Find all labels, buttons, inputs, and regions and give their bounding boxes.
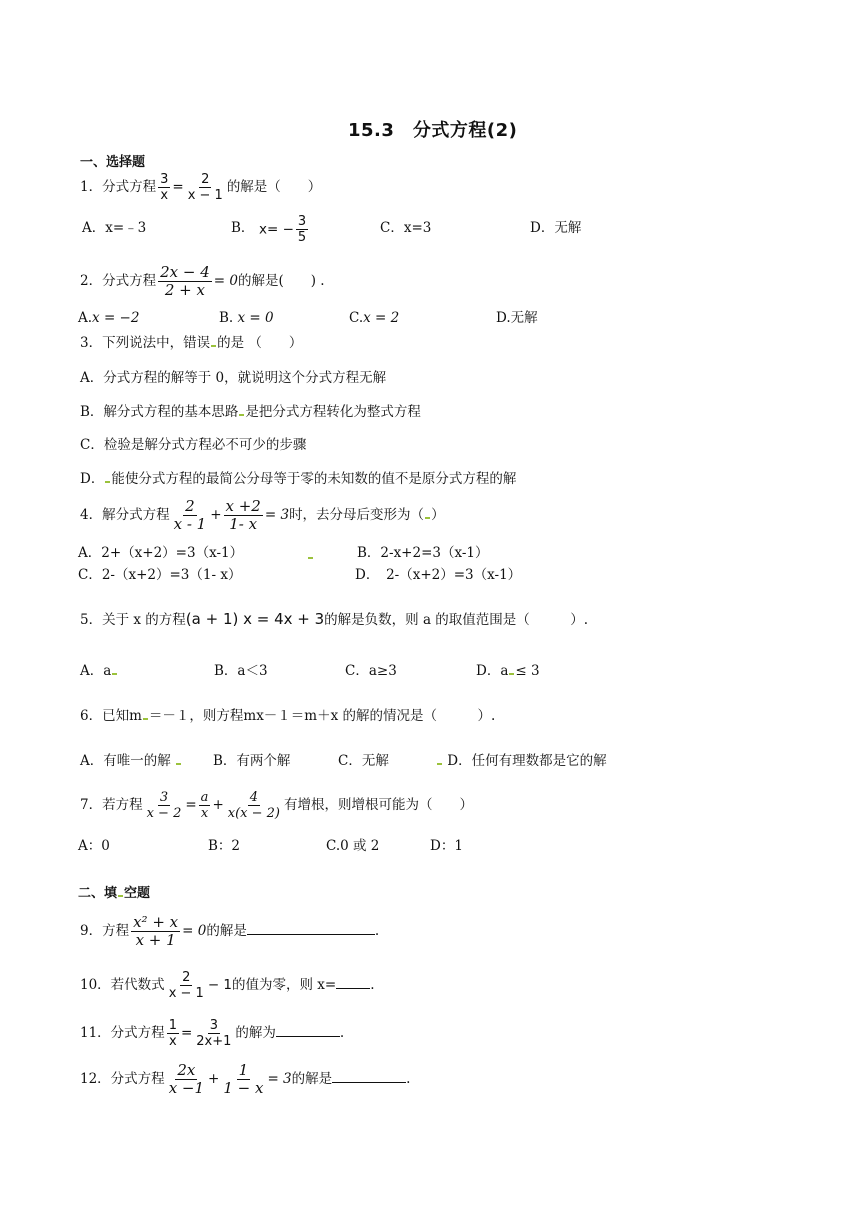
q2-fraction: $\frac{2x - 4}{2 + x}$ — [160, 263, 210, 299]
q2-option-c: C.x = 2 — [349, 310, 400, 326]
q3-option-d: D． 能使分式方程的最简公分母等于零的未知数的值不是原分式方程的解 — [80, 471, 517, 487]
q1-fraction-left: $\frac{3}{x}$ — [160, 172, 169, 203]
q6-option-a: A．有唯一的解 — [80, 752, 182, 770]
q7-option-b: B：2 — [208, 838, 241, 854]
question-10-stem: 10．若代数式 $\frac{2}{x - 1}$ − 1的值为零，则 x= . — [80, 970, 375, 1001]
question-4-stem: 4．解分式方程 $\frac{2}{x - 1}$ + $\frac{x +2}{1- x}$ = 3时，去分母后变形为（ ） — [80, 497, 445, 533]
q7-option-c: C.0 或 2 — [326, 838, 380, 854]
q2-option-b: B. x = 0 — [219, 310, 274, 326]
q12-answer-blank[interactable] — [332, 1070, 406, 1083]
question-2-stem: 2．分式方程 $\frac{2x - 4}{2 + x}$ = 0的解是( ) . — [80, 263, 325, 299]
q10-fraction: $\frac{2}{x - 1}$ — [168, 970, 204, 1001]
q7-option-d: D：1 — [430, 838, 463, 854]
q5-option-a: A．a — [80, 662, 118, 680]
q1-option-b-label: B． — [231, 220, 255, 236]
question-9-stem: 9．方程 $\frac{\text{x² + x}}{x + 1}$ = 0的解是 . — [80, 913, 380, 949]
q7-fraction-3: $\frac{4}{x(x - 2)}$ — [227, 790, 280, 821]
question-5-stem: 5．关于 x 的方程(a + 1) x = 4x + 3的解是负数，则 a 的取值范围是（ ）. — [80, 610, 589, 628]
q5-option-b: B．a＜3 — [214, 663, 268, 679]
q5-option-c: C．a≥3 — [345, 663, 397, 679]
q4-option-d: D． 2-（x+2）=3（x-1） — [355, 567, 522, 583]
q3-option-a: A．分式方程的解等于 0，就说明这个分式方程无解 — [80, 370, 387, 386]
question-12-stem: 12．分式方程 $\frac{2x}{x -1}$ + $\frac{1}{1 - x}$ = 3的解是 . — [80, 1061, 411, 1097]
q4-option-a-mark — [307, 546, 314, 564]
section-heading-choice: 一、选择题 — [80, 155, 146, 170]
q11-fraction-left: $\frac{1}{x}$ — [168, 1018, 177, 1049]
q6-option-d: D．任何有理数都是它的解 — [436, 752, 607, 770]
q5-option-d: D．a ≤ 3 — [476, 663, 540, 679]
question-7-stem: 7．若方程 $\frac{3}{x - 2}$ = $\frac{a}{x}$ + $\frac{4}{x(x - 2)}$ 有增根，则增根可能为（ ） — [80, 790, 473, 821]
q2-option-a: A.x = −2 — [78, 310, 140, 326]
q11-answer-blank[interactable] — [276, 1024, 340, 1037]
q4-option-a: A．2+（x+2）=3（x-1） — [78, 545, 244, 561]
q4-option-b: B．2-x+2=3（x-1） — [357, 545, 489, 561]
question-11-stem: 11．分式方程 $\frac{1}{x}$ = $\frac{3}{2x+1}$ 的解为 . — [80, 1018, 345, 1049]
q1-option-a: A．x=﹣3 — [82, 220, 147, 236]
question-1-stem — [80, 172, 321, 203]
q12-fraction-left: $\frac{2x}{x -1}$ — [168, 1061, 205, 1097]
page-title: 15.3 分式方程(2) — [348, 120, 518, 141]
q6-option-c: C．无解 — [338, 753, 389, 769]
q1-option-b-value: x= − $\frac{3}{5}$ — [259, 214, 307, 245]
q7-option-a: A：0 — [78, 838, 110, 854]
q9-answer-blank[interactable] — [247, 922, 375, 935]
q1-label: 1．分式方程 — [80, 179, 157, 195]
q10-answer-blank[interactable] — [336, 976, 370, 989]
q11-fraction-right: $\frac{3}{2x+1}$ — [196, 1018, 232, 1049]
q6-option-b: B．有两个解 — [213, 753, 291, 769]
q7-fraction-2: $\frac{a}{x}$ — [200, 790, 209, 821]
q4-fraction-right: $\frac{x +2}{1- x}$ — [225, 497, 261, 533]
q5-equation: (a + 1) x = 4x + 3 — [185, 610, 325, 628]
q2-option-d: D.无解 — [496, 310, 538, 326]
q1-equals: = — [172, 179, 184, 195]
q1-tail: 的解是（ ） — [226, 179, 322, 195]
question-3-stem: 3．下列说法中，错误 的是 （ ） — [80, 335, 303, 351]
q3-option-b: B．解分式方程的基本思路 是把分式方程转化为整式方程 — [80, 404, 421, 420]
q12-fraction-right: $\frac{1}{1 - x}$ — [223, 1061, 264, 1097]
q1-option-d: D．无解 — [530, 220, 582, 236]
q4-fraction-left: $\frac{2}{x - 1}$ — [173, 497, 207, 533]
q1-option-c: C．x=3 — [380, 220, 432, 236]
q9-fraction: $\frac{\text{x² + x}}{x + 1}$ — [133, 913, 179, 949]
q7-fraction-1: $\frac{3}{x - 2}$ — [146, 790, 182, 821]
q4-option-c: C．2-（x+2）=3（1- x） — [78, 567, 242, 583]
question-6-stem: 6．已知m ＝－１，则方程mx－１＝m＋x 的解的情况是（ ）. — [80, 708, 496, 724]
section-heading-fill-blank: 二、填 空题 — [78, 886, 151, 901]
q1-fraction-right: $\frac{2}{x - 1}$ — [187, 172, 223, 203]
q3-option-c: C．检验是解分式方程必不可少的步骤 — [80, 437, 307, 453]
